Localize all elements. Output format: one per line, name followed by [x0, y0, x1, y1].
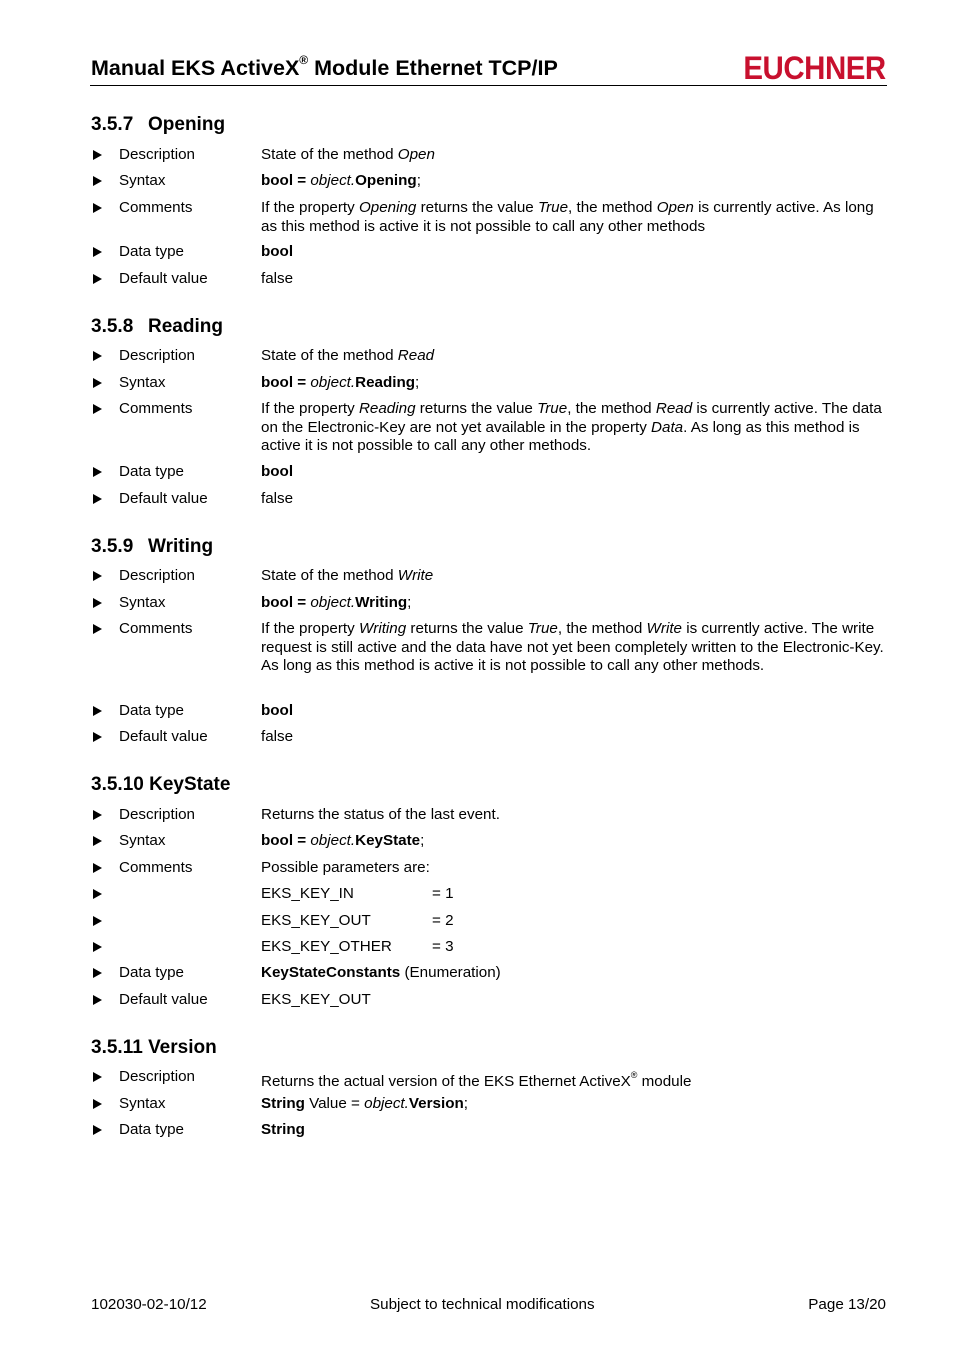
row-value: false — [261, 490, 294, 507]
euchner-logo: EUCHNER — [743, 50, 886, 86]
bullet-arrow-icon — [93, 889, 102, 899]
section-number: 3.5.9 — [91, 536, 134, 557]
row-value: EKS_KEY_IN = 1 — [261, 885, 454, 902]
footer-document-number: 102030-02-10/12 — [91, 1296, 207, 1313]
row-label: Syntax — [119, 172, 166, 189]
bullet-arrow-icon — [93, 150, 102, 160]
bullet-arrow-icon — [93, 968, 102, 978]
bullet-arrow-icon — [93, 247, 102, 257]
bullet-arrow-icon — [93, 1072, 102, 1082]
row-label: Description — [119, 1068, 195, 1085]
row-value: EKS_KEY_OUT = 2 — [261, 912, 454, 929]
bullet-arrow-icon — [93, 1099, 102, 1109]
row-value: bool = object.Writing; — [261, 594, 412, 611]
row-label: Description — [119, 567, 195, 584]
title-text-suffix: Module Ethernet TCP/IP — [308, 56, 558, 81]
row-value: State of the method Open — [261, 146, 435, 163]
bullet-arrow-icon — [93, 571, 102, 581]
row-value: bool — [261, 463, 294, 480]
section-heading — [91, 316, 223, 338]
section-heading — [91, 1037, 217, 1059]
row-value: If the property Opening returns the value True, the method Open is currently active. As long as this method is active it is not possible to call any other methods — [261, 199, 874, 235]
row-label: Description — [119, 806, 195, 823]
row-value: bool = object.Reading; — [261, 374, 420, 391]
section-name: Writing — [148, 536, 214, 557]
row-value: bool — [261, 702, 294, 719]
registered-mark: ® — [299, 53, 309, 67]
row-value: State of the method Write — [261, 567, 434, 584]
row-label: Data type — [119, 243, 185, 260]
section-number: 3.5.8 — [91, 316, 134, 337]
section-heading — [91, 774, 230, 796]
row-value: bool — [261, 243, 294, 260]
row-label: Syntax — [119, 594, 166, 611]
row-label: Default value — [119, 270, 208, 287]
section-name: KeyState — [149, 774, 231, 795]
footer-page-number: Page 13/20 — [808, 1296, 886, 1313]
page-header — [90, 52, 887, 86]
row-label: Syntax — [119, 1095, 166, 1112]
row-label: Comments — [119, 620, 193, 637]
row-label: Syntax — [119, 832, 166, 849]
row-label: Comments — [119, 199, 193, 216]
bullet-arrow-icon — [93, 176, 102, 186]
row-label: Comments — [119, 859, 193, 876]
row-label: Data type — [119, 702, 185, 719]
row-label: Default value — [119, 490, 208, 507]
row-value: Possible parameters are: — [261, 859, 430, 876]
row-label: Description — [119, 146, 195, 163]
bullet-arrow-icon — [93, 732, 102, 742]
section-number: 3.5.7 — [91, 114, 134, 135]
section-number: 3.5.11 — [91, 1037, 143, 1058]
bullet-arrow-icon — [93, 351, 102, 361]
row-value: false — [261, 728, 294, 745]
row-label: Default value — [119, 991, 208, 1008]
footer-notice: Subject to technical modifications — [370, 1296, 595, 1313]
row-label: Comments — [119, 400, 193, 417]
row-value: State of the method Read — [261, 347, 435, 364]
document-title — [91, 53, 558, 81]
title-text: Manual EKS ActiveX — [91, 56, 300, 81]
bullet-arrow-icon — [93, 598, 102, 608]
row-value: String Value = object.Version; — [261, 1095, 468, 1112]
row-value: KeyStateConstants (Enumeration) — [261, 964, 501, 981]
bullet-arrow-icon — [93, 404, 102, 414]
section-heading — [91, 114, 225, 136]
section-number: 3.5.10 — [91, 774, 144, 795]
bullet-arrow-icon — [93, 863, 102, 873]
row-value: false — [261, 270, 294, 287]
row-value: Returns the actual version of the EKS Ethernet ActiveX® module — [261, 1070, 692, 1091]
row-value: EKS_KEY_OTHER = 3 — [261, 938, 454, 955]
bullet-arrow-icon — [93, 836, 102, 846]
row-value: Returns the status of the last event. — [261, 806, 500, 823]
bullet-arrow-icon — [93, 378, 102, 388]
bullet-arrow-icon — [93, 995, 102, 1005]
section-name: Version — [148, 1037, 217, 1058]
row-label: Data type — [119, 1121, 185, 1138]
row-label: Default value — [119, 728, 208, 745]
bullet-arrow-icon — [93, 810, 102, 820]
bullet-arrow-icon — [93, 203, 102, 213]
section-heading — [91, 536, 213, 558]
section-name: Reading — [148, 316, 223, 337]
row-value: EKS_KEY_OUT — [261, 991, 371, 1008]
bullet-arrow-icon — [93, 916, 102, 926]
bullet-arrow-icon — [93, 494, 102, 504]
row-value: If the property Reading returns the value True, the method Read is currently active. The data on the Electronic-Key are not yet available in the property Data. As long as this method is active it is not possible to call any other methods. — [261, 400, 882, 454]
section-name: Opening — [148, 114, 226, 135]
row-label: Data type — [119, 964, 185, 981]
row-value: If the property Writing returns the value True, the method Write is currently active. The write request is still active and the data have not yet been completely written to the Electronic-Key. As long as this method is active it is not possible to call any other methods. — [261, 620, 884, 674]
bullet-arrow-icon — [93, 467, 102, 477]
row-value: String — [261, 1121, 305, 1138]
row-value: bool = object.Opening; — [261, 172, 421, 189]
bullet-arrow-icon — [93, 1125, 102, 1135]
bullet-arrow-icon — [93, 706, 102, 716]
bullet-arrow-icon — [93, 942, 102, 952]
row-label: Description — [119, 347, 195, 364]
row-value: bool = object.KeyState; — [261, 832, 425, 849]
bullet-arrow-icon — [93, 624, 102, 634]
row-label: Syntax — [119, 374, 166, 391]
bullet-arrow-icon — [93, 274, 102, 284]
row-label: Data type — [119, 463, 185, 480]
